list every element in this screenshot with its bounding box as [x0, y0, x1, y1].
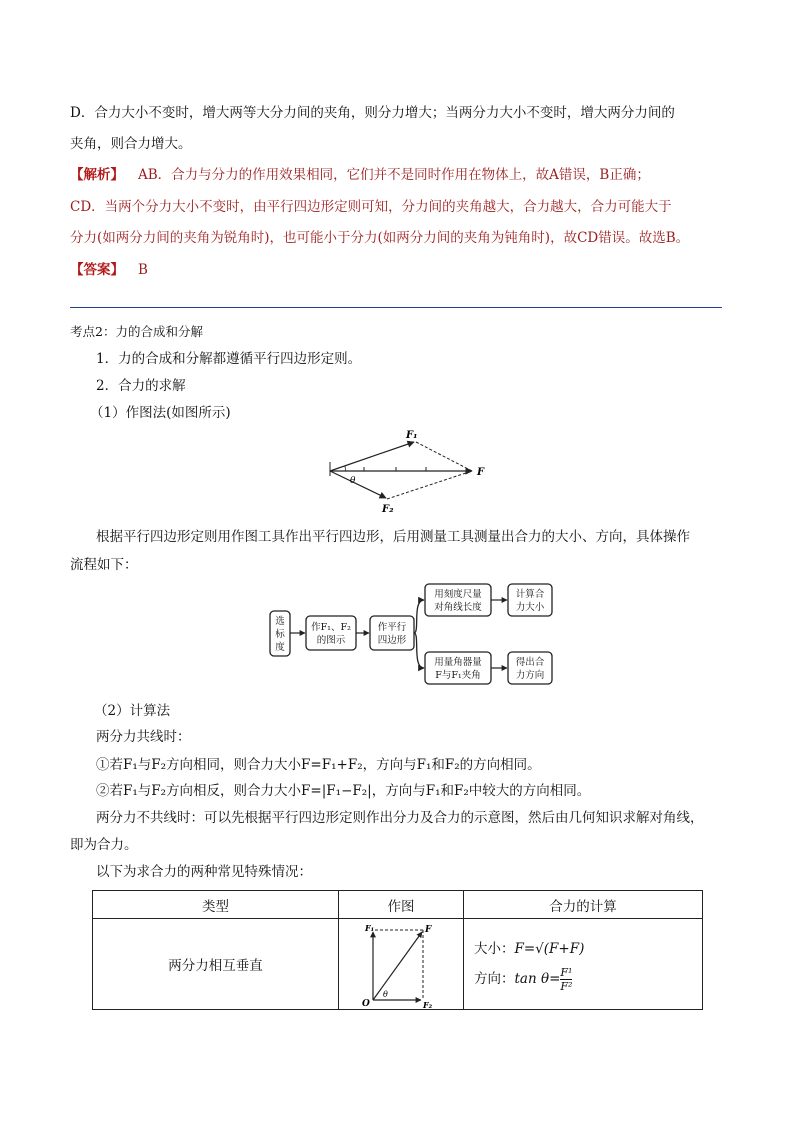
flow-b4-t2: 对角线长度	[434, 602, 482, 613]
analysis-text1: AB．合力与分力的作用效果相同，它们并不是同时作用在物体上，故A错误，B正确；	[138, 167, 650, 183]
fig1-f2: F₂	[382, 504, 394, 515]
calc-size	[474, 934, 702, 964]
th-figure: 作图	[339, 891, 464, 919]
flow-b6-t2: F与F₁夹角	[435, 670, 481, 681]
flow-b1-t2: 标	[275, 629, 285, 640]
analysis-line1	[70, 165, 725, 185]
section-p3: （1）作图法(如图所示)	[90, 405, 231, 421]
answer-line	[70, 260, 725, 280]
fig1-f1: F₁	[406, 430, 418, 441]
flowchart	[262, 578, 562, 690]
fig1-theta: θ	[350, 476, 356, 486]
calc-direction	[474, 964, 702, 994]
parallelogram-figure	[320, 428, 510, 516]
section-p5: （2）计算法	[94, 703, 171, 719]
calc-size-label: 大小：	[474, 941, 515, 957]
calc-dir-tan: tan θ=	[514, 971, 561, 987]
answer-tag: 【答案】	[70, 262, 124, 278]
flow-b7-t2: 力方向	[515, 670, 545, 681]
flow-b2-t2: 的图示	[316, 635, 346, 646]
section-heading: 考点2：力的合成和分解	[70, 324, 203, 339]
section-p6: 两分力共线时：	[96, 729, 191, 745]
calc-dir-den: F²	[560, 980, 573, 993]
section-p1: 1．力的合成和分解都遵循平行四边形定则。	[96, 351, 362, 367]
th-calc: 合力的计算	[464, 891, 703, 919]
flow-b5-t1: 计算合	[515, 589, 545, 600]
flow-b4-t1: 用刻度尺量	[434, 589, 482, 600]
flow-b6-t1: 用量角器量	[434, 657, 482, 668]
fig2-f2: F₂	[423, 1000, 433, 1008]
special-cases-table	[92, 890, 703, 1010]
cell-figure	[339, 919, 464, 1010]
calc-size-formula: F=√(F+F)	[514, 941, 585, 957]
section-p2: 2．合力的求解	[96, 378, 186, 394]
calc-dir-fraction	[560, 966, 572, 993]
cell-type: 两分力相互垂直	[93, 919, 339, 1010]
answer-value: B	[138, 262, 148, 278]
option-d-line1: D．合力大小不变时，增大两等大分力间的夹角，则分力增大；当两分力大小不变时，增大两分力间的	[70, 105, 675, 121]
section-p8: ②若F₁与F₂方向相反，则合力大小F=|F₁−F₂|，方向与F₁和F₂中较大的方向相同。	[96, 783, 591, 799]
flow-b3-t1: 作平行	[377, 622, 407, 633]
flow-b7-t1: 得出合	[515, 657, 545, 668]
fig2-o: O	[362, 999, 370, 1008]
section-divider	[70, 307, 722, 308]
section-p9a: 两分力不共线时：可以先根据平行四边形定则作出分力及合力的示意图，然后由几何知识求解对角线，	[96, 810, 704, 826]
fig2-f: F	[425, 925, 432, 935]
calc-dir-num: F¹	[560, 966, 573, 979]
flow-b2-t1: 作F₁、F₂	[311, 622, 351, 633]
section-p7: ①若F₁与F₂方向相同，则合力大小F=F₁+F₂，方向与F₁和F₂的方向相同。	[96, 757, 541, 773]
flow-b3-t2: 四边形	[377, 635, 407, 646]
section-p4a: 根据平行四边形定则用作图工具作出平行四边形，后用测量工具测量出合力的大小、方向，具体操作	[96, 529, 690, 545]
table-row	[93, 919, 703, 1010]
flow-b1-t1: 选	[275, 616, 285, 627]
th-type: 类型	[93, 891, 339, 919]
flow-b1-t3: 度	[275, 642, 285, 653]
perpendicular-figure	[359, 922, 443, 1008]
section-p9b: 即为合力。	[70, 837, 138, 853]
table-header-row	[93, 891, 703, 919]
fig2-f1: F₁	[365, 923, 375, 933]
calc-dir-label: 方向：	[474, 971, 515, 987]
section-p4b: 流程如下：	[70, 557, 138, 573]
section-p10: 以下为求合力的两种常见特殊情况：	[96, 864, 312, 880]
analysis-line3: 分力(如两分力间的夹角为锐角时)，也可能小于分力(如两分力间的夹角为钝角时)，故CD错误。故选B。	[70, 230, 690, 246]
cell-calc	[464, 919, 703, 1010]
fig1-f: F	[477, 467, 485, 478]
analysis-tag: 【解析】	[70, 167, 124, 183]
analysis-line2: CD．当两个分力大小不变时，由平行四边形定则可知，分力间的夹角越大，合力越大，合力可能大于	[70, 199, 672, 215]
option-d-line2: 夹角，则合力增大。	[70, 136, 192, 152]
flow-b5-t2: 力大小	[515, 602, 545, 613]
fig2-theta: θ	[383, 990, 388, 999]
